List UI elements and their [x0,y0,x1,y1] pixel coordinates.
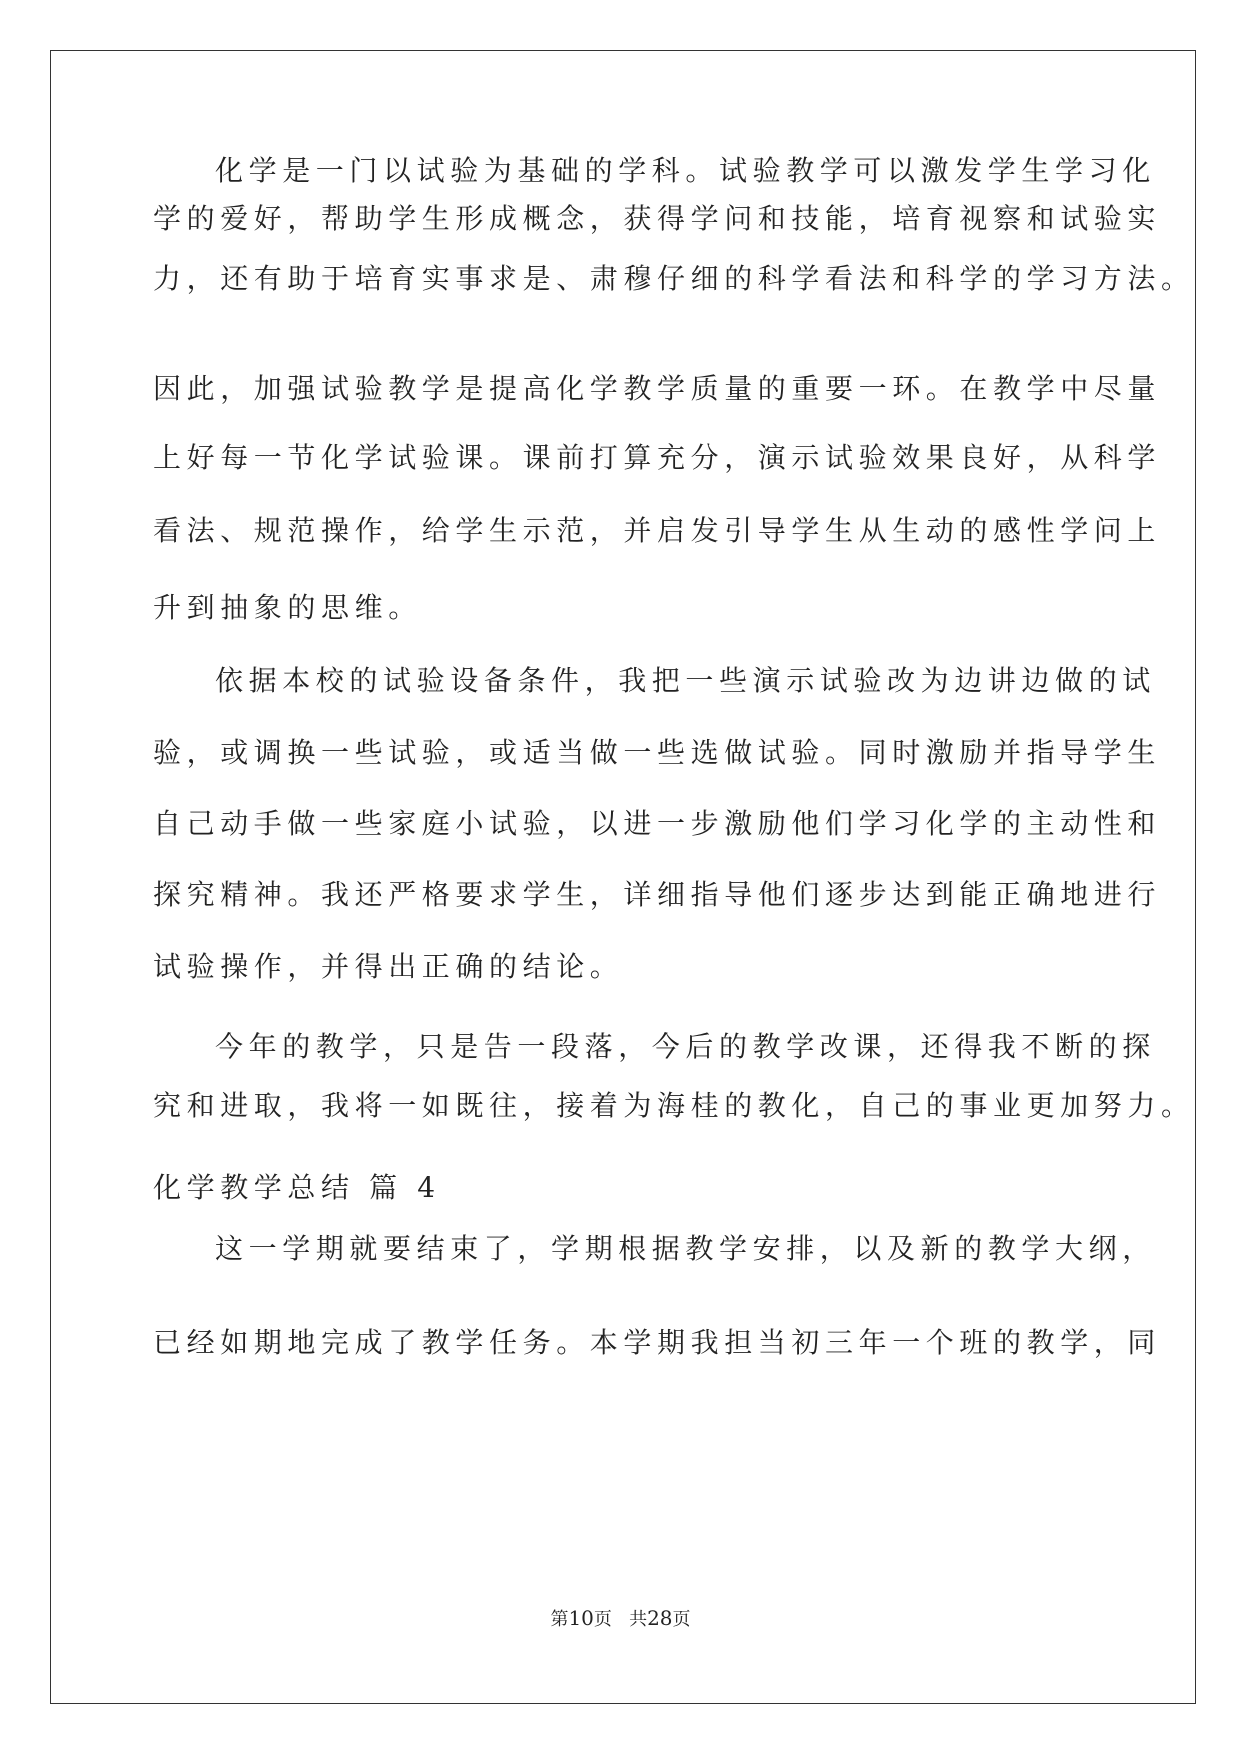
paragraph-2-line-4: 探究精神。我还严格要求学生，详细指导他们逐步达到能正确地进行 [153,878,1162,911]
footer-total-pages: 28 [647,1606,673,1630]
footer-page-number: 10 [568,1606,594,1630]
paragraph-2-line-2: 验，或调换一些试验，或适当做一些选做试验。同时激励并指导学生 [153,736,1162,769]
paragraph-1-line-6: 看法、规范操作，给学生示范，并启发引导学生从生动的感性学问上 [153,514,1162,547]
paragraph-1-line-5: 上好每一节化学试验课。课前打算充分，演示试验效果良好，从科学 [153,441,1162,474]
paragraph-2-line-1: 依据本校的试验设备条件，我把一些演示试验改为边讲边做的试 [215,664,1156,697]
paragraph-4-line-2: 已经如期地完成了教学任务。本学期我担当初三年一个班的教学，同 [153,1326,1162,1359]
paragraph-4-line-1: 这一学期就要结束了，学期根据教学安排，以及新的教学大纲， [215,1232,1156,1265]
paragraph-2-line-3: 自己动手做一些家庭小试验，以进一步激励他们学习化学的主动性和 [153,807,1162,840]
paragraph-1-line-1: 化学是一门以试验为基础的学科。试验教学可以激发学生学习化 [215,154,1156,187]
paragraph-3-line-2: 究和进取，我将一如既往，接着为海桂的教化，自己的事业更加努力。 [153,1089,1195,1122]
footer-suffix: 页 [672,1609,691,1630]
paragraph-1-line-2: 学的爱好，帮助学生形成概念，获得学问和技能，培育视察和试验实 [153,202,1162,235]
footer-mid: 页 共 [593,1609,648,1630]
section-heading: 化学教学总结 篇 4 [153,1171,441,1204]
paragraph-3-line-1: 今年的教学，只是告一段落，今后的教学改课，还得我不断的探 [215,1030,1156,1063]
paragraph-1-line-4: 因此，加强试验教学是提高化学教学质量的重要一环。在教学中尽量 [153,372,1162,405]
paragraph-1-line-3: 力，还有助于培育实事求是、肃穆仔细的科学看法和科学的学习方法。 [153,262,1195,295]
footer-prefix: 第 [550,1609,569,1630]
page-footer [0,1606,1241,1632]
paragraph-2-line-5: 试验操作，并得出正确的结论。 [153,950,624,983]
paragraph-1-line-7: 升到抽象的思维。 [153,591,422,624]
